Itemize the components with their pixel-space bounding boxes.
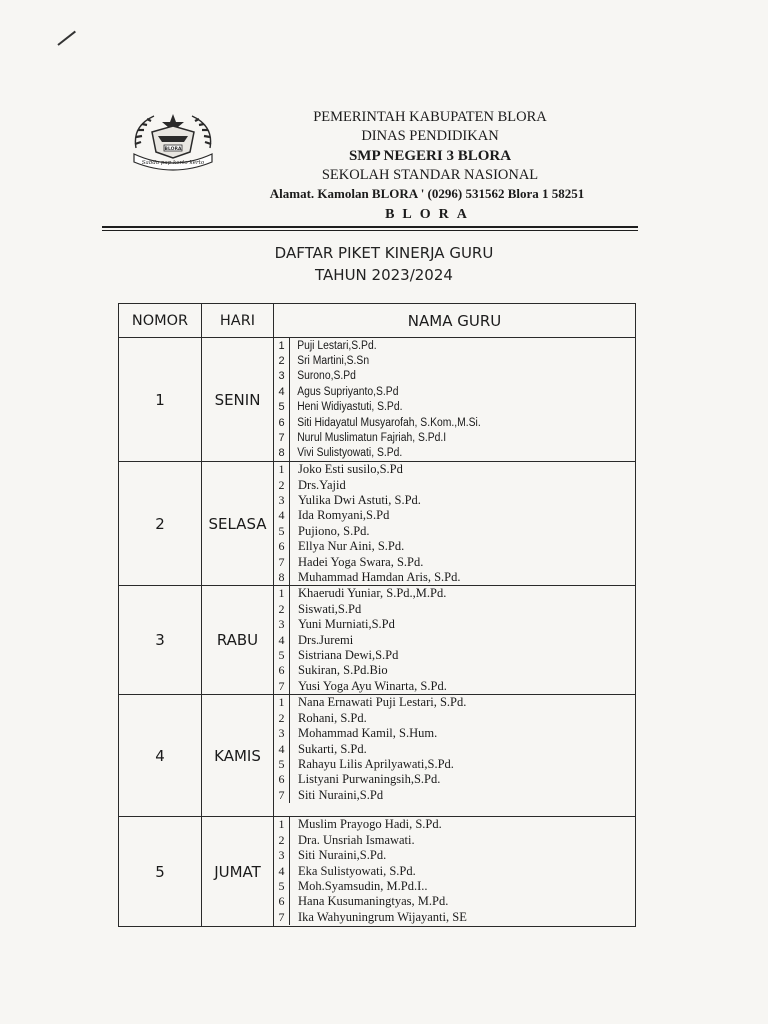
teacher-index: 6 [274, 894, 290, 909]
list-item [274, 400, 635, 415]
teacher-name: Sri Martini,S.Sn [297, 355, 370, 368]
table-row [119, 695, 636, 817]
teacher-name: Ida Romyani,S.Pd [298, 508, 390, 523]
teacher-index: 4 [274, 863, 290, 878]
table-row [119, 817, 636, 927]
teacher-name: Nana Ernawati Puji Lestari, S.Pd. [298, 695, 467, 710]
list-item [274, 570, 635, 585]
teacher-index: 6 [274, 772, 290, 787]
teacher-name: Sistriana Dewi,S.Pd [298, 648, 399, 662]
teacher-name: Joko Esti susilo,S.Pd [298, 462, 403, 477]
teacher-name: Siti Hidayatul Musyarofah, S.Kom.,M.Si. [297, 416, 481, 429]
teacher-index: 2 [274, 353, 290, 368]
teacher-name: Surono,S.Pd [297, 370, 356, 383]
list-item [274, 415, 635, 430]
teacher-name: Pujiono, S.Pd. [298, 523, 370, 538]
list-item [274, 539, 635, 554]
list-item [274, 726, 635, 741]
list-item [274, 430, 635, 445]
list-item [274, 508, 635, 523]
list-item [274, 446, 635, 461]
row-number: 1 [119, 338, 202, 462]
logo-lettering: BLORA [164, 147, 182, 152]
list-item [274, 617, 635, 632]
teacher-index: 8 [274, 446, 290, 461]
list-item [274, 369, 635, 384]
letterhead-divider [102, 226, 638, 228]
teacher-name: Drs.Yajid [298, 477, 346, 492]
teacher-index: 6 [274, 415, 290, 430]
teacher-index: 3 [274, 726, 290, 741]
teacher-name: Siti Nuraini,S.Pd [298, 787, 384, 802]
teacher-name: Moh.Syamsudin, M.Pd.I.. [298, 879, 428, 893]
list-item [274, 524, 635, 539]
teacher-index: 5 [274, 524, 290, 539]
school-address: Alamat. Kamolan BLORA ' (0296) 531562 Blora 1 58251 [269, 186, 585, 201]
teacher-list [274, 817, 636, 927]
teacher-index: 7 [274, 679, 290, 694]
list-item [274, 894, 635, 909]
document-year: TAHUN 2023/2024 [315, 266, 453, 284]
table-row [119, 338, 636, 462]
list-item [274, 663, 635, 678]
teacher-index: 3 [274, 493, 290, 508]
list-item [274, 817, 635, 832]
logo-motto: Sabda pap kerto kerto [141, 160, 205, 166]
teacher-index: 5 [274, 879, 290, 894]
teacher-index: 7 [274, 788, 290, 803]
list-item [274, 679, 635, 694]
list-item [274, 384, 635, 399]
blora-regency-emblem-icon [128, 108, 218, 174]
list-item [274, 863, 635, 878]
teacher-index: 3 [274, 848, 290, 863]
teacher-index: 7 [274, 910, 290, 925]
list-item [274, 648, 635, 663]
pen-mark [57, 31, 76, 46]
teacher-name: Rohani, S.Pd. [298, 710, 367, 725]
teacher-name: Muhammad Hamdan Aris, S.Pd. [298, 570, 461, 585]
teacher-name: Sukiran, S.Pd.Bio [298, 663, 388, 678]
teacher-index: 5 [274, 757, 290, 772]
list-item [274, 711, 635, 726]
row-day: SELASA [202, 462, 274, 586]
list-item [274, 848, 635, 863]
list-item [274, 462, 635, 477]
teacher-name: Hana Kusumaningtyas, M.Pd. [298, 894, 449, 909]
city-name: BLORA [385, 207, 475, 222]
teacher-name: Listyani Purwaningsih,S.Pd. [298, 772, 441, 787]
teacher-index: 4 [274, 632, 290, 647]
teacher-index: 2 [274, 478, 290, 493]
duty-roster-table [118, 303, 636, 927]
list-item [274, 741, 635, 756]
teacher-name: Yuni Murniati,S.Pd [298, 617, 395, 632]
list-item [274, 879, 635, 894]
teacher-name: Yusi Yoga Ayu Winarta, S.Pd. [298, 678, 447, 693]
list-item [274, 632, 635, 647]
row-day: SENIN [202, 338, 274, 462]
teacher-index: 1 [274, 338, 290, 353]
teacher-index: 2 [274, 833, 290, 848]
teacher-index: 6 [274, 663, 290, 678]
teacher-name: Heni Widiyastuti, S.Pd. [297, 401, 403, 414]
teacher-name: Nurul Muslimatun Fajriah, S.Pd.I [297, 432, 447, 445]
teacher-index: 4 [274, 741, 290, 756]
list-item [274, 602, 635, 617]
row-day: RABU [202, 586, 274, 695]
teacher-name: Yulika Dwi Astuti, S.Pd. [298, 493, 421, 508]
teacher-name: Ellya Nur Aini, S.Pd. [298, 539, 405, 554]
table-header-row [119, 304, 636, 338]
list-item [274, 493, 635, 508]
teacher-name: Dra. Unsriah Ismawati. [298, 832, 415, 847]
teacher-name: Muslim Prayogo Hadi, S.Pd. [298, 817, 442, 832]
document-title: DAFTAR PIKET KINERJA GURU [274, 244, 494, 262]
list-item [274, 833, 635, 848]
list-item [274, 772, 635, 787]
header-nama-guru: NAMA GURU [274, 304, 636, 338]
list-item [274, 788, 635, 803]
teacher-index: 4 [274, 508, 290, 523]
table-row [119, 586, 636, 695]
teacher-name: Drs.Juremi [298, 632, 354, 647]
teacher-name: Vivi Sulistyowati, S.Pd. [297, 447, 403, 460]
list-item [274, 478, 635, 493]
letterhead-divider-thin [102, 230, 638, 231]
teacher-list [274, 338, 636, 462]
row-number: 3 [119, 586, 202, 695]
teacher-list [274, 695, 636, 817]
list-item [274, 353, 635, 368]
teacher-index: 1 [274, 586, 290, 601]
teacher-index: 8 [274, 570, 290, 585]
teacher-name: Siti Nuraini,S.Pd. [298, 848, 387, 863]
teacher-name: Ika Wahyuningrum Wijayanti, SE [298, 909, 467, 924]
row-day: KAMIS [202, 695, 274, 817]
header-hari: HARI [202, 304, 274, 338]
teacher-index: 7 [274, 430, 290, 445]
teacher-name: Mohammad Kamil, S.Hum. [298, 726, 438, 741]
teacher-index: 5 [274, 648, 290, 663]
teacher-name: Siswati,S.Pd [298, 601, 362, 616]
teacher-name: Eka Sulistyowati, S.Pd. [298, 863, 416, 878]
teacher-list [274, 586, 636, 695]
list-item [274, 586, 635, 601]
row-day: JUMAT [202, 817, 274, 927]
row-number: 4 [119, 695, 202, 817]
teacher-name: Khaerudi Yuniar, S.Pd.,M.Pd. [298, 586, 447, 601]
list-item [274, 338, 635, 353]
school-name: SMP NEGERI 3 BLORA [348, 148, 512, 164]
teacher-name: Hadei Yoga Swara, S.Pd. [298, 554, 424, 569]
school-status: SEKOLAH STANDAR NASIONAL [321, 167, 539, 183]
teacher-index: 4 [274, 384, 290, 399]
teacher-name: Agus Supriyanto,S.Pd [297, 385, 399, 398]
teacher-index: 1 [274, 462, 290, 477]
list-item [274, 554, 635, 569]
teacher-name: Puji Lestari,S.Pd. [297, 339, 377, 352]
list-item [274, 910, 635, 925]
department-line: DINAS PENDIDIKAN [361, 128, 499, 144]
teacher-index: 5 [274, 400, 290, 415]
teacher-index: 3 [274, 369, 290, 384]
letterhead [220, 108, 640, 226]
header-nomor: NOMOR [119, 304, 202, 338]
government-line: PEMERINTAH KABUPATEN BLORA [313, 109, 547, 125]
teacher-index: 7 [274, 554, 290, 569]
list-item [274, 695, 635, 710]
teacher-index: 6 [274, 539, 290, 554]
row-number: 2 [119, 462, 202, 586]
list-item [274, 757, 635, 772]
teacher-index: 1 [274, 817, 290, 832]
teacher-index: 1 [274, 695, 290, 710]
teacher-list [274, 462, 636, 586]
table-row [119, 462, 636, 586]
teacher-index: 3 [274, 617, 290, 632]
row-number: 5 [119, 817, 202, 927]
teacher-index: 2 [274, 602, 290, 617]
teacher-name: Rahayu Lilis Aprilyawati,S.Pd. [298, 757, 454, 771]
teacher-index: 2 [274, 711, 290, 726]
teacher-name: Sukarti, S.Pd. [298, 741, 367, 756]
